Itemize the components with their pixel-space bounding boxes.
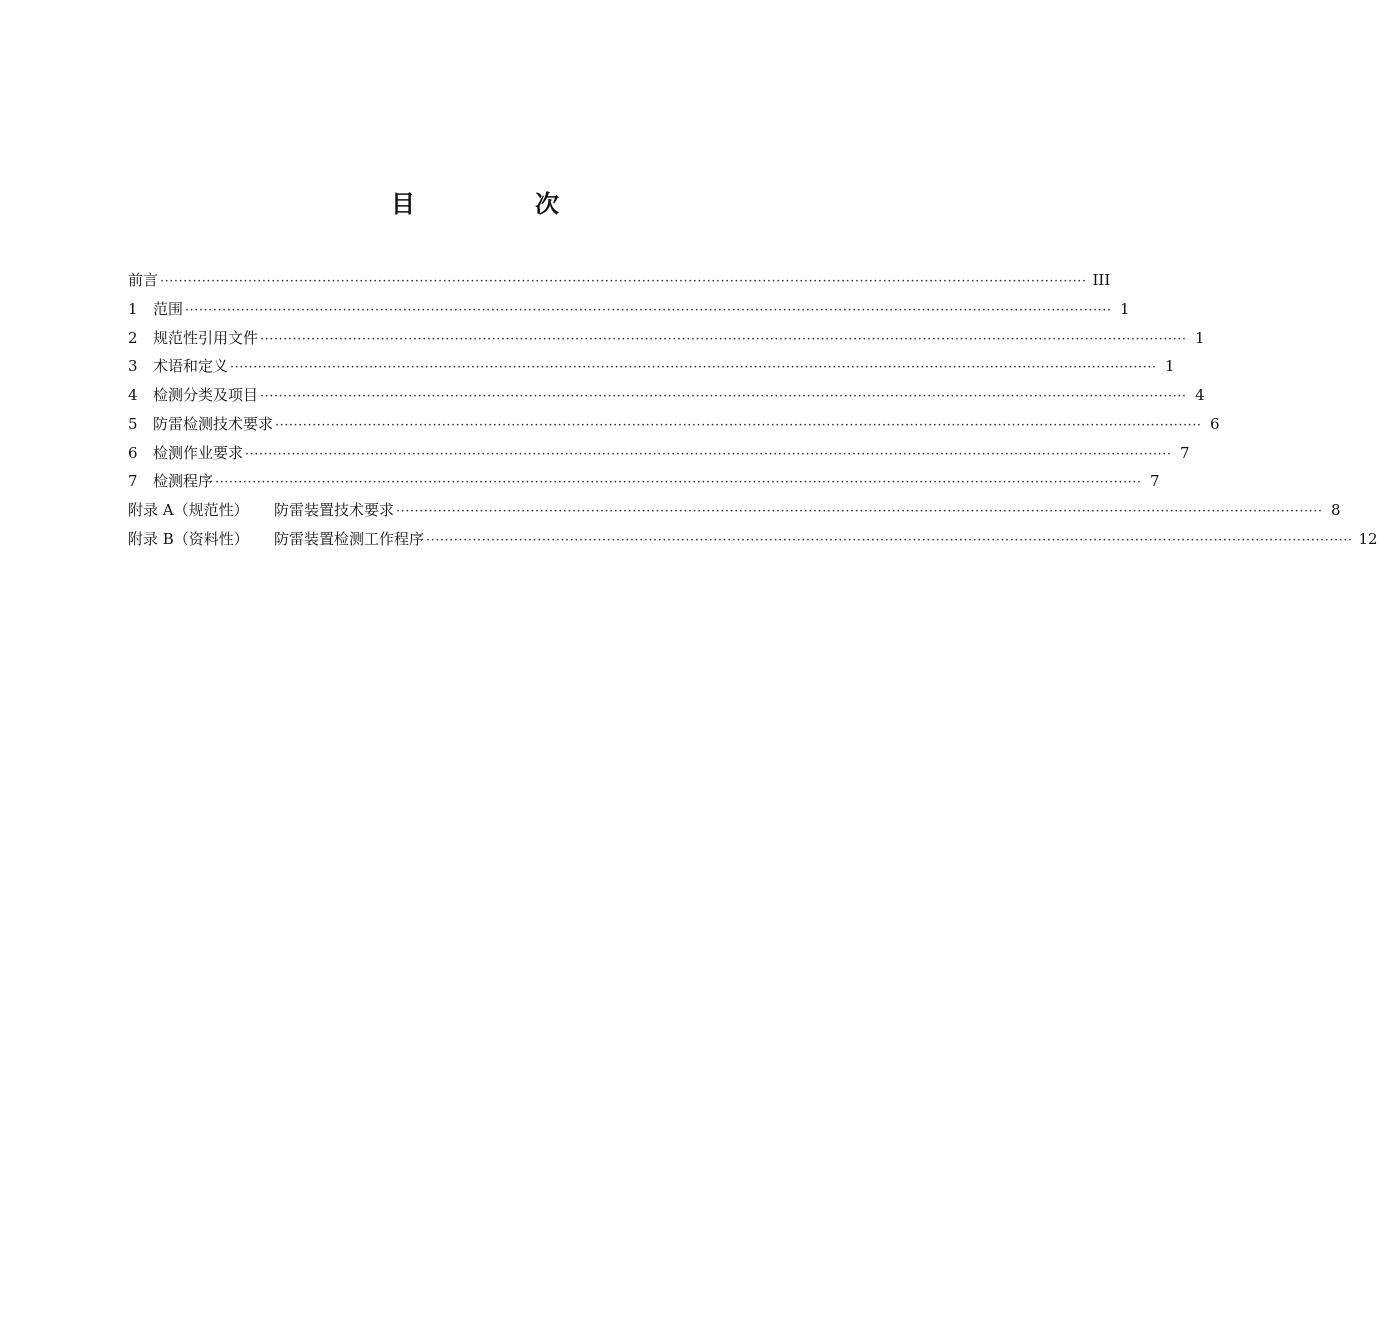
toc-entry-2[interactable] — [128, 324, 1205, 353]
toc-entry-label: 规范性引用文件 — [153, 328, 259, 347]
toc-entry-page: 1 — [1194, 328, 1205, 347]
toc-leader-dots: ········································································································································································································ — [260, 331, 1187, 347]
table-of-contents — [128, 266, 1378, 554]
toc-entry-label: 范围 — [153, 299, 184, 318]
toc-entry-label: 前言 — [128, 271, 159, 289]
toc-leader-dots: ········································································································································································································ — [160, 274, 1087, 289]
toc-entry-annex-b[interactable] — [128, 525, 1378, 554]
toc-annex-prefix: 附录 B（资料性） — [128, 529, 249, 548]
toc-entry-page: 12 — [1358, 529, 1378, 548]
toc-entry-annex-a[interactable] — [128, 496, 1341, 525]
toc-leader-dots: ········································································································································································································ — [396, 504, 1323, 519]
toc-entry-page: 6 — [1209, 414, 1220, 433]
toc-entry-page: 7 — [1149, 472, 1160, 491]
toc-entry-page: 7 — [1179, 443, 1190, 462]
toc-entry-label: 检测作业要求 — [153, 443, 244, 462]
toc-entry-1[interactable] — [128, 295, 1130, 324]
toc-leader-dots: ········································································································································································································ — [215, 475, 1142, 491]
toc-leader-dots: ········································································································································································································ — [426, 532, 1353, 548]
toc-entry-label: 检测分类及项目 — [153, 386, 259, 404]
toc-entry-number: 1 — [128, 299, 138, 318]
page-title: 目 次 — [391, 190, 607, 218]
toc-annex-title: 防雷装置检测工作程序 — [274, 529, 425, 548]
toc-leader-dots: ········································································································································································································ — [275, 417, 1202, 433]
toc-entry-label: 术语和定义 — [153, 357, 229, 376]
toc-entry-7[interactable] — [128, 467, 1160, 496]
toc-entry-page: 4 — [1194, 386, 1205, 404]
toc-entry-label: 检测程序 — [153, 472, 214, 491]
toc-entry-label: 防雷检测技术要求 — [153, 414, 274, 433]
toc-entry-label — [128, 496, 394, 525]
toc-entry-page: III — [1092, 271, 1111, 289]
toc-entry-3[interactable] — [128, 352, 1175, 381]
toc-leader-dots: ········································································································································································································ — [245, 446, 1172, 462]
toc-leader-dots: ········································································································································································································ — [260, 389, 1187, 404]
toc-leader-dots: ········································································································································································································ — [230, 360, 1157, 376]
toc-annex-prefix: 附录 A（规范性） — [128, 501, 249, 519]
toc-entry-number: 3 — [128, 357, 138, 376]
toc-annex-title: 防雷装置技术要求 — [274, 501, 395, 519]
toc-entry-number: 7 — [128, 472, 138, 491]
toc-entry-4[interactable] — [128, 381, 1205, 410]
toc-entry-page: 1 — [1164, 357, 1175, 376]
toc-entry-5[interactable] — [128, 410, 1220, 439]
toc-entry-page: 1 — [1119, 299, 1130, 318]
toc-leader-dots: ········································································································································································································ — [185, 302, 1112, 318]
toc-entry-foreword[interactable] — [128, 266, 1111, 295]
toc-entry-number: 4 — [128, 386, 138, 404]
toc-entry-number: 6 — [128, 443, 138, 462]
toc-entry-page: 8 — [1330, 501, 1341, 519]
toc-entry-label — [128, 525, 424, 554]
toc-entry-number: 5 — [128, 414, 138, 433]
toc-entry-6[interactable] — [128, 439, 1190, 468]
toc-entry-number: 2 — [128, 328, 138, 347]
